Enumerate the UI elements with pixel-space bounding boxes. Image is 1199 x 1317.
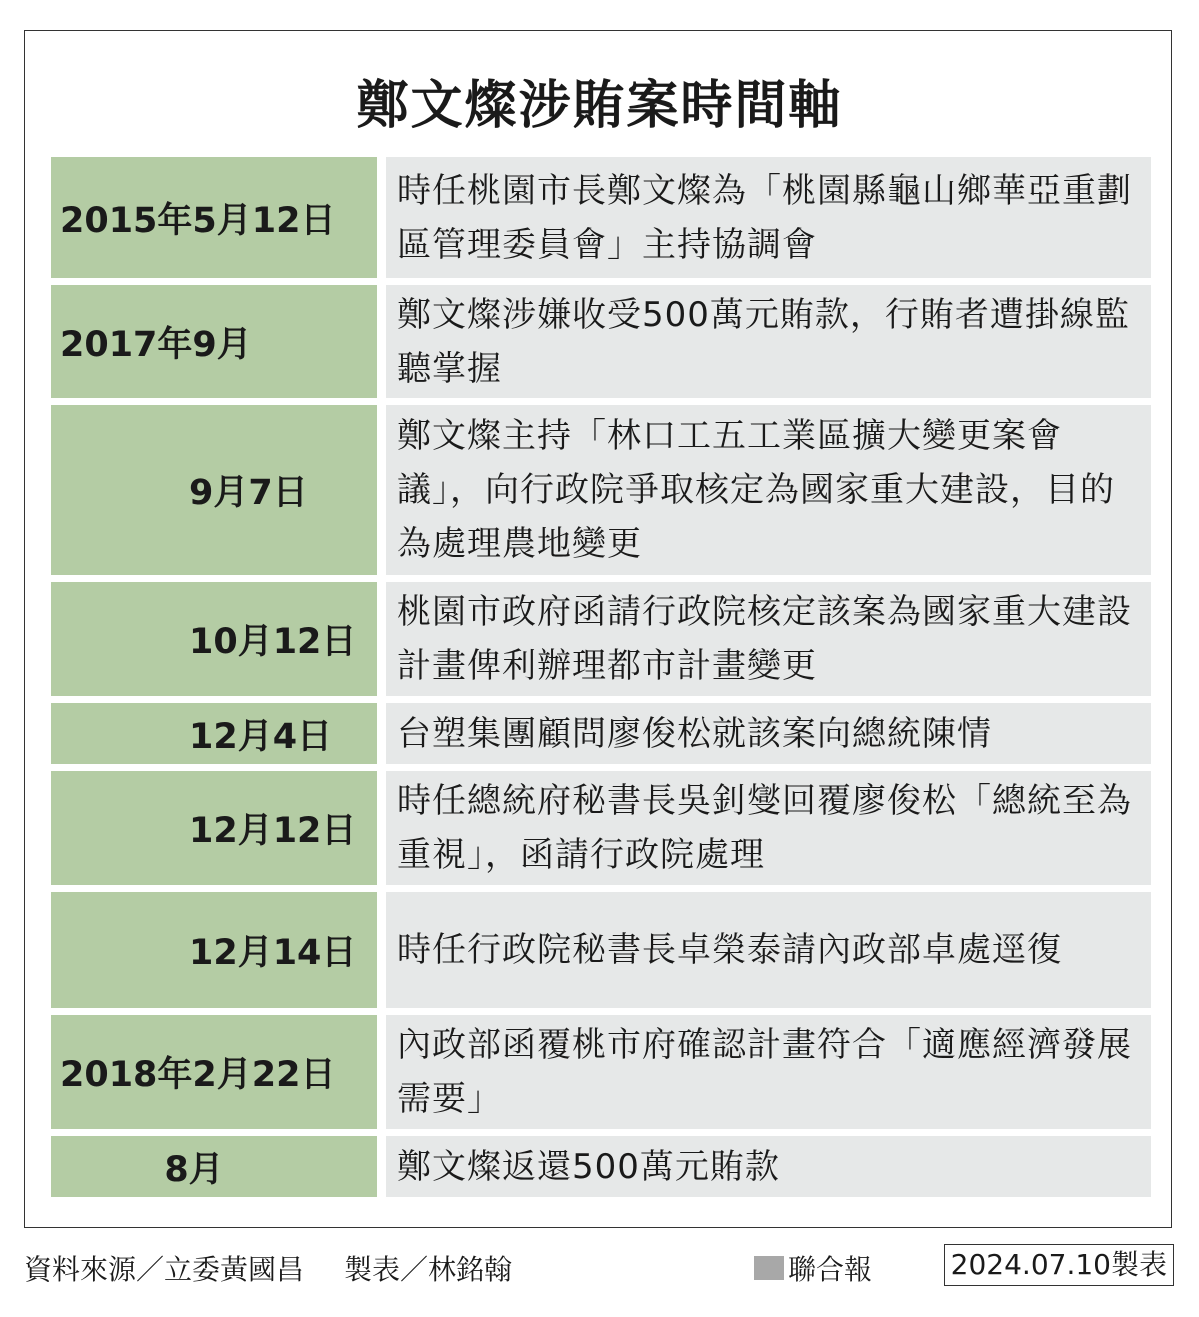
credits: [24, 1248, 512, 1288]
page-title: 鄭文燦涉賄案時間軸: [356, 76, 843, 136]
timeline-date: 8月: [51, 1136, 377, 1197]
timeline-row: [51, 892, 1151, 1008]
timeline-row: [51, 582, 1151, 696]
timeline-date: 10月12日: [51, 582, 377, 696]
timeline-text: 內政部函覆桃市府確認計畫符合「適應經濟發展需要」: [386, 1015, 1151, 1129]
timeline-date: 9月7日: [51, 405, 377, 575]
brand: [754, 1248, 872, 1288]
brand-square-icon: [754, 1256, 784, 1280]
maker-credit: 製表／林銘翰: [344, 1253, 513, 1286]
timeline-text: 桃園市政府函請行政院核定該案為國家重大建設計畫俾利辦理都市計畫變更: [386, 582, 1151, 696]
timeline-text: 時任行政院秘書長卓榮泰請內政部卓處逕復: [386, 892, 1151, 1008]
timeline-text: 時任桃園市長鄭文燦為「桃園縣龜山鄉華亞重劃區管理委員會」主持協調會: [386, 157, 1151, 278]
timeline-date: 2015年5月12日: [51, 157, 377, 278]
timeline-text: 台塑集團顧問廖俊松就該案向總統陳情: [386, 703, 1151, 764]
footer: [24, 1244, 1174, 1288]
timeline-text: 鄭文燦主持「林口工五工業區擴大變更案會議」，向行政院爭取核定為國家重大建設，目的為處理農地變更: [386, 405, 1151, 575]
timeline-date: 2018年2月22日: [51, 1015, 377, 1129]
made-date: 2024.07.10製表: [944, 1244, 1174, 1286]
timeline-row: [51, 157, 1151, 278]
timeline-text: 鄭文燦返還500萬元賄款: [386, 1136, 1151, 1197]
timeline-row: [51, 771, 1151, 885]
timeline-row: [51, 285, 1151, 398]
timeline-date: 12月14日: [51, 892, 377, 1008]
timeline-text: 時任總統府秘書長吳釗燮回覆廖俊松「總統至為重視」，函請行政院處理: [386, 771, 1151, 885]
timeline-table: [51, 157, 1151, 1204]
timeline-date: 12月4日: [51, 703, 377, 764]
timeline-text: 鄭文燦涉嫌收受500萬元賄款，行賄者遭掛線監聽掌握: [386, 285, 1151, 398]
timeline-row: [51, 703, 1151, 764]
timeline-row: [51, 1015, 1151, 1129]
source-credit: 資料來源／立委黃國昌: [24, 1253, 305, 1286]
timeline-row: [51, 405, 1151, 575]
timeline-date: 2017年9月: [51, 285, 377, 398]
timeline-row: [51, 1136, 1151, 1197]
timeline-date: 12月12日: [51, 771, 377, 885]
brand-name: 聯合報: [788, 1253, 873, 1286]
